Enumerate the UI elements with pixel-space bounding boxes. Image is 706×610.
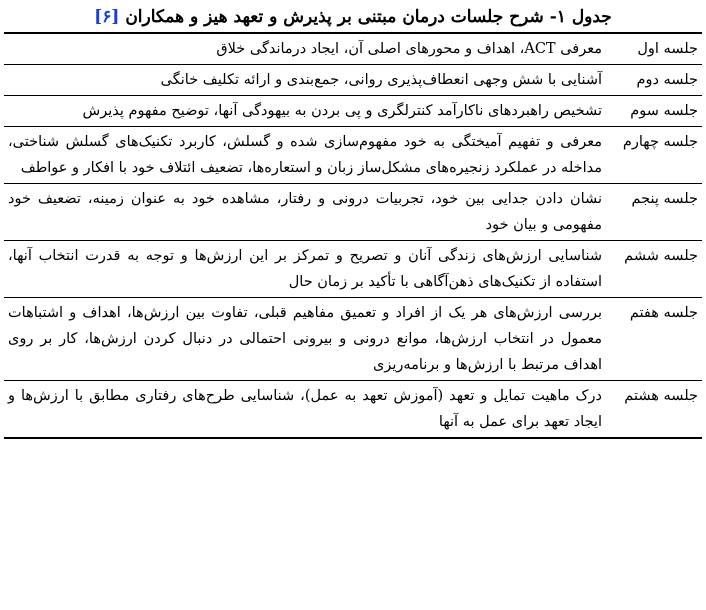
table-row [4, 381, 702, 439]
session-label: جلسه پنجم [606, 184, 702, 241]
session-description: تشخیص راهبردهای ناکارآمد کنترلگری و پی بردن به بیهودگی آنها، توضیح مفهوم پذیرش [4, 96, 606, 127]
session-label: جلسه ششم [606, 241, 702, 298]
sessions-table [4, 34, 702, 439]
session-description: نشان دادن جدایی بین خود، تجربیات درونی و رفتار، مشاهده خود به عنوان زمینه، تضعیف خود مفهومی و بیان خود [4, 184, 606, 241]
session-description: آشنایی با شش وجهی انعطاف‌پذیری روانی، جمع‌بندی و ارائه تکلیف خانگی [4, 65, 606, 96]
session-label: جلسه سوم [606, 96, 702, 127]
session-label: جلسه هشتم [606, 381, 702, 439]
session-label: جلسه هفتم [606, 298, 702, 381]
session-description: معرفی و تفهیم آمیختگی به خود مفهوم‌سازی شده و گسلش، کاربرد تکنیک‌های گسلش شناختی، مداخله در عملکرد زنجیره‌های مشکل‌ساز زبان و استعاره‌ها، تضعیف ائتلاف خود با افکار و عواطف [4, 127, 606, 184]
table-caption [4, 0, 702, 34]
citation-link[interactable]: [۶] [94, 7, 120, 27]
session-label: جلسه اول [606, 34, 702, 65]
table-row [4, 96, 702, 127]
table-row [4, 184, 702, 241]
table-row [4, 241, 702, 298]
caption-text: جدول ۱- شرح جلسات درمان مبتنی بر پذیرش و تعهد هیز و همکاران [125, 7, 612, 27]
table-row [4, 65, 702, 96]
table-row [4, 298, 702, 381]
session-description: معرفی ACT، اهداف و محورهای اصلی آن، ایجاد درماندگی خلاق [4, 34, 606, 65]
table-row [4, 34, 702, 65]
table-row [4, 127, 702, 184]
session-description: شناسایی ارزش‌های زندگی آنان و تصریح و تمرکز بر این ارزش‌ها و توجه به قدرت انتخاب آنها، استفاده از تکنیک‌های ذهن‌آگاهی با تأکید بر زمان حال [4, 241, 606, 298]
session-label: جلسه دوم [606, 65, 702, 96]
session-description: بررسی ارزش‌های هر یک از افراد و تعمیق مفاهیم قبلی، تفاوت بین ارزش‌ها، اهداف و اشتباهات معمول در انتخاب ارزش‌ها، موانع درونی و بیرونی احتمالی در دنبال کردن ارزش‌ها، کار بر روی اهداف مرتبط با ارزش‌ها و برنامه‌ریزی [4, 298, 606, 381]
session-label: جلسه چهارم [606, 127, 702, 184]
session-description: درک ماهیت تمایل و تعهد (آموزش تعهد به عمل)، شناسایی طرح‌های رفتاری مطابق با ارزش‌ها و ایجاد تعهد برای عمل به آنها [4, 381, 606, 439]
